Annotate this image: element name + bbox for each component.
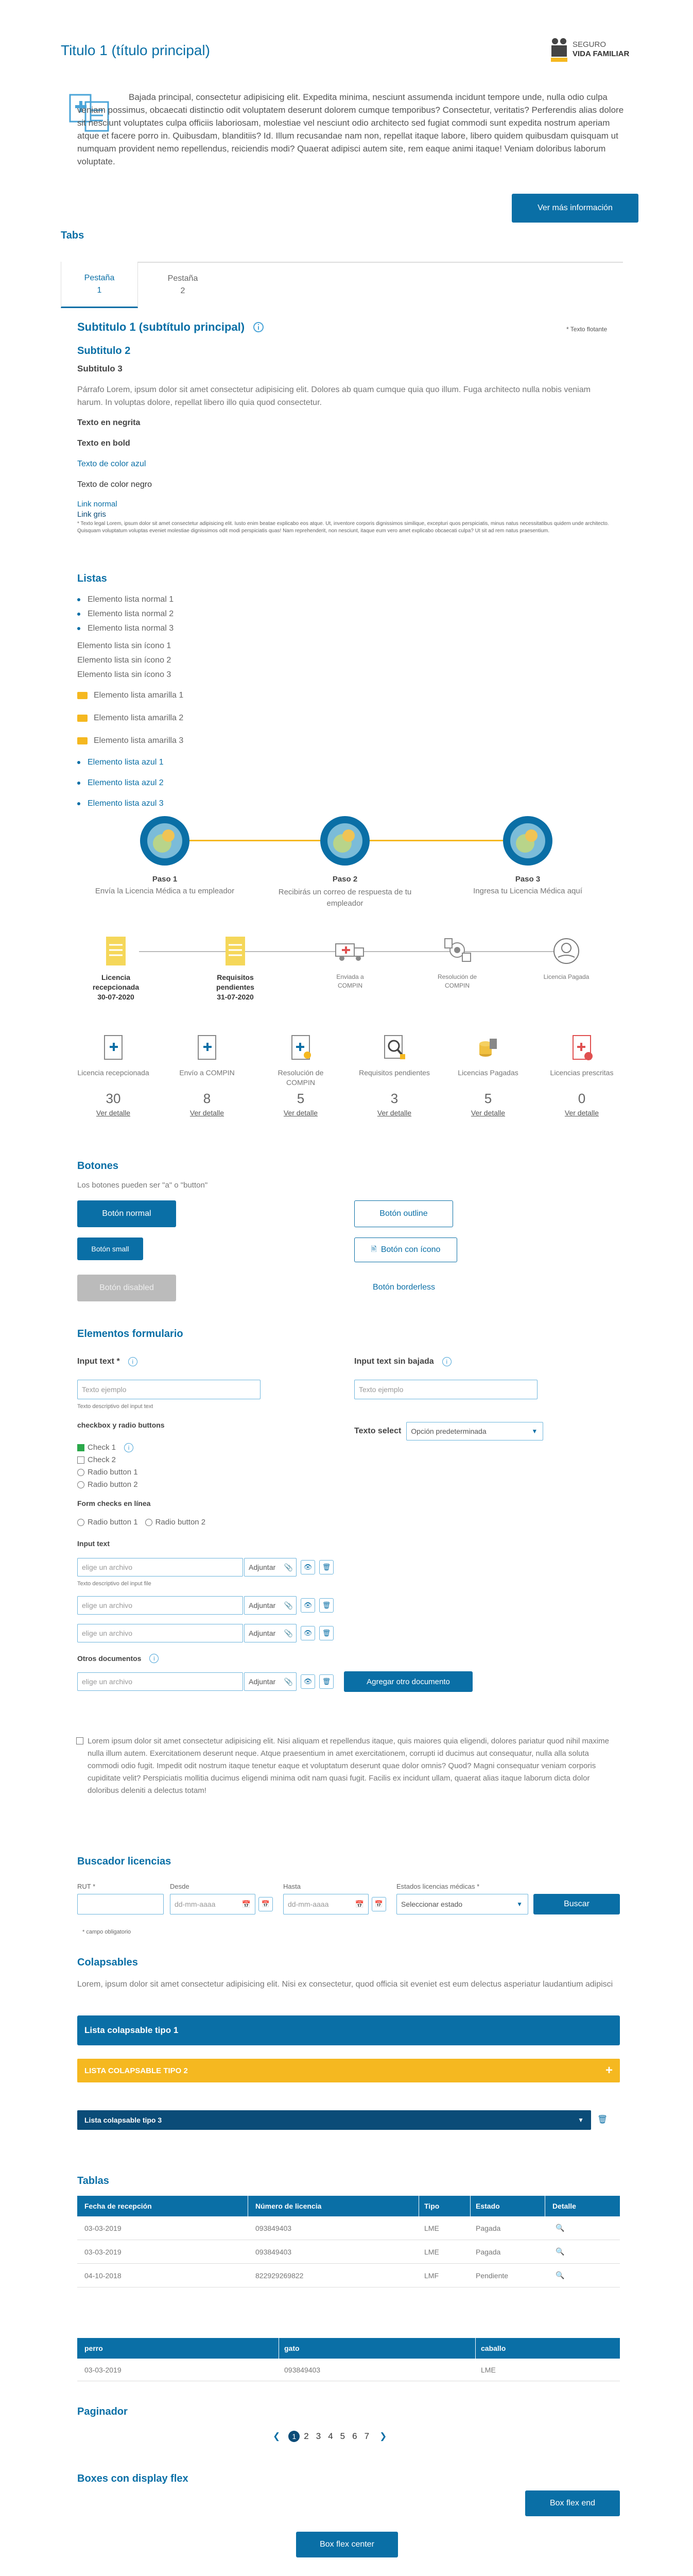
search-icon[interactable]: 🔍 (556, 2271, 565, 2279)
disabled-button: Botón disabled (77, 1275, 176, 1301)
doc-check-icon (288, 1033, 314, 1062)
terms-checkbox[interactable] (76, 1737, 83, 1744)
counter-item: Resolución de COMPIN 5 Ver detalle (265, 1033, 337, 1117)
calendar-icon[interactable]: 📅 (258, 1897, 273, 1911)
doc-yellow-icon (103, 935, 129, 969)
list-item: Elemento lista sin ícono 3 (77, 670, 171, 679)
calendar-icon: 📅 (355, 1900, 364, 1908)
table-row: 03-03-2019 093849403 LME (77, 2359, 620, 2381)
file-row-3 (77, 1624, 334, 1642)
tracker-step-4: Resolución de COMPIN (437, 973, 477, 989)
step-3: Paso 3 Ingresa tu Licencia Médica aquí (473, 875, 582, 895)
check-1[interactable]: Check 1 i (77, 1442, 138, 1454)
check-2[interactable]: Check 2 (77, 1454, 138, 1466)
file-input[interactable]: elige un archivo (77, 1596, 243, 1615)
trash-icon[interactable]: 🗑 (319, 1674, 334, 1689)
subtitle-2: Subtitulo 2 (77, 345, 131, 357)
page-2[interactable]: 2 (304, 2431, 309, 2441)
data-table (77, 2196, 620, 2287)
info-icon: i (124, 1443, 133, 1452)
clip-icon: 📎 (284, 1629, 293, 1637)
counter-item: Licencia recepcionada 30 Ver detalle (77, 1033, 149, 1117)
semibold-text: Texto en bold (77, 439, 130, 448)
logo-text-2: VIDA FAMILIAR (573, 49, 630, 58)
search-icon[interactable]: 🔍 (556, 2247, 565, 2256)
doc-icon: 🖹 (371, 1245, 377, 1253)
step-2: Paso 2 Recibirás un correo de respuesta de tu empleador (278, 875, 412, 908)
file-label: Input text (77, 1539, 110, 1548)
checks-group (77, 1442, 138, 1491)
add-document-button[interactable]: Agregar otro documento (344, 1671, 473, 1692)
file-row-4 (77, 1671, 473, 1692)
chevron-down-icon: ▼ (516, 1901, 523, 1908)
clip-icon: 📎 (284, 1563, 293, 1571)
icon-button[interactable]: 🖹 Botón con ícono (354, 1238, 457, 1262)
state-select[interactable]: Seleccionar estado ▼ (396, 1894, 528, 1914)
paginator (273, 2431, 387, 2442)
floating-note: * Texto flotante (566, 326, 608, 333)
radio-2[interactable]: Radio button 2 (77, 1479, 138, 1491)
coin-hand-icon (552, 937, 581, 965)
trash-icon[interactable]: 🗑 (319, 1598, 334, 1613)
attach-button[interactable]: Adjuntar 📎 (244, 1558, 297, 1577)
buttons-title: Botones (77, 1160, 118, 1172)
blue-list (77, 752, 164, 814)
required-note: * campo obligatorio (82, 1929, 131, 1935)
page-title: Titulo 1 (título principal) (61, 42, 210, 58)
tab-1-label: Pestaña 1 (84, 273, 115, 295)
info-icon: i (442, 1357, 452, 1366)
info-icon: i (128, 1357, 137, 1366)
list-item: Elemento lista normal 2 (77, 607, 174, 621)
form-title: Elementos formulario (77, 1328, 183, 1340)
counters (77, 1033, 618, 1117)
more-info-button[interactable]: Ver más información (512, 194, 638, 223)
tracker-step-5: Licencia Pagada (543, 973, 590, 980)
trash-icon[interactable]: 🗑 (597, 2115, 608, 2124)
info-icon: i (149, 1654, 159, 1663)
select-input[interactable]: Opción predeterminada ▼ (406, 1422, 543, 1440)
coins-icon (475, 1033, 501, 1062)
page-4[interactable]: 4 (328, 2431, 333, 2441)
trash-icon[interactable]: 🗑 (319, 1626, 334, 1640)
intro-paragraph: Bajada principal, consectetur adipisicing elit. Expedita minima, nesciunt assumenda incidunt tempore unde, nulla odio culpa veniam possimus, obcaecati distinctio odit voluptatem deserunt dolorem cumque temporibus? Consectetur, veritatis? Perferendis alias dolore sit nesciunt voluptates culpa officiis laboriosam, molestiae vel nesciunt odio architecto sed fugiat commodi sunt expedita nostrum aperiam atque et facere porro in. Quibusdam, blanditiis? Id. Illum recusandae nam non, repellat itaque labore, libero quidem quibusdam quisquam ut numquam provident nemo repellendus, reiciendis modi? Quaerat adipisci autem site, rem eaque animi itaque! Veniam doloribus laborum voluptate. (77, 92, 624, 166)
resolution-icon (442, 937, 473, 964)
calendar-icon: 📅 (241, 1900, 251, 1908)
counter-item: Envío a COMPIN 8 Ver detalle (171, 1033, 243, 1117)
from-date-input[interactable]: dd-mm-aaaa 📅 (170, 1894, 255, 1914)
select-group: Texto select Opción predeterminada ▼ (354, 1422, 543, 1440)
tab-2-label: Pestaña 2 (167, 274, 198, 295)
subtitle-1: Subtitulo 1 (subtítulo principal) (77, 320, 245, 333)
table-row: 04-10-2018 822929269822 LMF Pendiente 🔍 (77, 2264, 620, 2287)
inline-radio-1[interactable]: Radio button 1 (77, 1518, 138, 1527)
detail-link[interactable]: Ver detalle (96, 1109, 131, 1117)
file-row-2 (77, 1596, 334, 1615)
tabs-title: Tabs (61, 230, 84, 241)
rut-input[interactable] (77, 1894, 164, 1914)
no-icon-list (77, 639, 171, 682)
small-button[interactable]: Botón small (77, 1238, 143, 1260)
step-1: Paso 1 Envía la Licencia Médica a tu empleador (95, 875, 235, 895)
tab-2[interactable] (149, 262, 216, 308)
bold-text: Texto en negrita (77, 418, 141, 427)
calendar-icon[interactable]: 📅 (372, 1897, 386, 1911)
clip-icon: 📎 (284, 1677, 293, 1686)
list-item: Elemento lista sin ícono 1 (77, 641, 171, 650)
page-3[interactable]: 3 (316, 2431, 321, 2441)
data-table-2 (77, 2338, 620, 2381)
radio-1[interactable]: Radio button 1 (77, 1466, 138, 1479)
attach-button[interactable]: Adjuntar 📎 (244, 1672, 297, 1691)
eye-icon[interactable]: 👁 (301, 1674, 315, 1689)
folder-icon (77, 715, 88, 722)
state-label: Estados licencias médicas * (396, 1883, 480, 1890)
collapsibles-text: Lorem, ipsum dolor sit amet consectetur adipisicing elit. Nisi ex consectetur, quod officia sit eveniet est eum delectus asperiatur laudantium adipisci (77, 1980, 613, 1989)
collapsible-type-2[interactable]: LISTA COLAPSABLE TIPO 2 + (77, 2059, 620, 2082)
legal-text: * Texto legal Lorem, ipsum dolor sit amet consectetur adipisicing elit. Iusto enim beatae explicabo eos atque. Ut, inventore corporis dignissimos similique, excepturi quos perspiciatis, minus natus necessitatibus quidem unde architecto. Quisquam voluptatum voluptas eveniet molestiae dignissimos odit modi perspiciatis quas! Nam reprehenderit, non nesciunt, itaque eum vero amet explicabo obcaecati culpa? Ut sit ad rem natus praesentium. (77, 521, 609, 534)
folder-icon (77, 737, 88, 744)
logo-text-1: SEGURO (573, 40, 607, 49)
page-6[interactable]: 6 (352, 2431, 357, 2441)
eye-icon[interactable]: 👁 (301, 1598, 315, 1613)
trash-icon[interactable]: 🗑 (319, 1560, 334, 1574)
detail-link[interactable]: Ver detalle (189, 1109, 224, 1117)
from-label: Desde (170, 1883, 189, 1890)
buttons-note: Los botones pueden ser "a" o "button" (77, 1181, 208, 1190)
normal-button[interactable]: Botón normal (77, 1200, 176, 1227)
link-normal[interactable]: Link normal (77, 500, 117, 509)
magnifier-icon (382, 1033, 407, 1062)
tab-1[interactable] (61, 262, 138, 308)
clip-icon: 📎 (284, 1601, 293, 1609)
counter-item: Licencias Pagadas 5 Ver detalle (452, 1033, 524, 1117)
table-row: 03-03-2019 093849403 LME Pagada 🔍 (77, 2216, 620, 2240)
page-5[interactable]: 5 (340, 2431, 345, 2441)
search-button[interactable]: Buscar (533, 1894, 620, 1914)
chevron-left-icon[interactable]: ❮ (273, 2431, 281, 2441)
file-input[interactable]: elige un archivo (77, 1558, 243, 1577)
to-label: Hasta (283, 1883, 301, 1890)
chevron-down-icon: ▼ (531, 1428, 538, 1435)
table-header: perro gato caballo (77, 2338, 620, 2359)
plus-icon: + (605, 2063, 613, 2077)
tracker-step-1: Licencia recepcionada 30-07-2020 (92, 973, 140, 1001)
outline-button[interactable]: Botón outline (354, 1200, 453, 1227)
doc-yellow-icon (222, 935, 248, 969)
file-help: Texto descriptivo del input file (77, 1581, 151, 1587)
inline-radios (77, 1518, 205, 1527)
text-input-2[interactable]: Texto ejemplo (354, 1380, 538, 1399)
tables-title: Tablas (77, 2175, 109, 2187)
attach-button[interactable]: Adjuntar 📎 (244, 1624, 297, 1642)
list-item: Elemento lista amarilla 3 (77, 730, 183, 752)
collapsibles-title: Colapsables (77, 1957, 138, 1968)
step-1-circle (136, 815, 193, 867)
list-item: Elemento lista azul 2 (77, 773, 164, 793)
counter-item: Licencias prescritas 0 Ver detalle (546, 1033, 618, 1117)
detail-link[interactable]: Ver detalle (564, 1109, 599, 1117)
chevron-down-icon: ▼ (578, 2116, 584, 2124)
subtitle-3: Subtitulo 3 (77, 364, 123, 374)
step-2-circle (317, 815, 373, 867)
file-input[interactable]: elige un archivo (77, 1672, 243, 1691)
logo-icon (549, 36, 569, 63)
list-item: Elemento lista amarilla 2 (77, 707, 183, 730)
detail-link[interactable]: Ver detalle (377, 1109, 412, 1117)
page-7[interactable]: 7 (364, 2431, 370, 2441)
step-3-circle (499, 815, 556, 867)
blue-text: Texto de color azul (77, 460, 146, 468)
input-label: Input text * i (77, 1357, 137, 1366)
folder-icon (77, 692, 88, 699)
chevron-right-icon[interactable]: ❯ (379, 2431, 387, 2441)
lists-title: Listas (77, 573, 107, 584)
link-gray[interactable]: Link gris (77, 510, 106, 519)
detail-link[interactable]: Ver detalle (471, 1109, 506, 1117)
borderless-button[interactable]: Botón borderless (373, 1283, 435, 1292)
info-icon[interactable] (253, 321, 264, 333)
truck-icon (335, 940, 366, 962)
to-date-input[interactable]: dd-mm-aaaa 📅 (283, 1894, 369, 1914)
collapsible-type-1[interactable]: Lista colapsable tipo 1 (77, 2015, 620, 2045)
list-item: Elemento lista normal 3 (77, 621, 174, 636)
list-item: Elemento lista azul 3 (77, 793, 164, 814)
search-title: Buscador licencias (77, 1856, 171, 1867)
flex-end-button[interactable]: Box flex end (525, 2490, 620, 2516)
collapsible-type-3[interactable]: Lista colapsable tipo 3 ▼ (77, 2110, 591, 2130)
file-row-1 (77, 1558, 334, 1577)
others-label: Otros documentos i (77, 1654, 159, 1663)
table-row: 03-03-2019 093849403 LME Pagada 🔍 (77, 2240, 620, 2264)
body-paragraph: Párrafo Lorem, ipsum dolor sit amet consectetur adipisicing elit. Dolores ab quam cumque quia quo illum. Fuga architecto nulla nobis veniam harum. In voluptas dolore, repellat libero illo quia quod consectetur. (77, 385, 591, 407)
flex-center-button[interactable]: Box flex center (296, 2532, 398, 2557)
page-1[interactable]: 1 (288, 2431, 300, 2442)
detail-link[interactable]: Ver detalle (283, 1109, 318, 1117)
doc-plus-icon (194, 1033, 220, 1062)
bullet-list (77, 592, 174, 636)
input2-label: Input text sin bajada i (354, 1357, 452, 1366)
yellow-list (77, 684, 183, 752)
list-item: Elemento lista normal 1 (77, 592, 174, 607)
rut-label: RUT * (77, 1883, 96, 1890)
tracker-step-3: Enviada a COMPIN (336, 973, 364, 989)
list-item: Elemento lista azul 1 (77, 752, 164, 773)
list-item: Elemento lista sin ícono 2 (77, 656, 171, 665)
inline-radio-2[interactable]: Radio button 2 (145, 1518, 206, 1527)
file-input[interactable]: elige un archivo (77, 1624, 243, 1642)
tracker-step-2: Requisitos pendientes 31-07-2020 (216, 973, 254, 1001)
logo[interactable] (549, 36, 629, 63)
table-header: Fecha de recepción Número de licencia Tipo Estado Detalle (77, 2196, 620, 2216)
paginator-title: Paginador (77, 2406, 128, 2417)
checks-label: checkbox y radio buttons (77, 1421, 165, 1429)
text-input[interactable]: Texto ejemplo (77, 1380, 261, 1399)
attach-button[interactable]: Adjuntar 📎 (244, 1596, 297, 1615)
doc-plus-icon (100, 1033, 126, 1062)
inline-label: Form checks en línea (77, 1499, 151, 1507)
search-icon[interactable]: 🔍 (556, 2224, 565, 2232)
flex-title: Boxes con display flex (77, 2473, 188, 2484)
doc-expired-icon (569, 1033, 595, 1062)
input-help: Texto descriptivo del input text (77, 1403, 153, 1410)
counter-item: Requisitos pendientes 3 Ver detalle (358, 1033, 430, 1117)
eye-icon[interactable]: 👁 (301, 1626, 315, 1640)
tabs-divider (61, 262, 623, 263)
black-text: Texto de color negro (77, 480, 152, 489)
list-item: Elemento lista amarilla 1 (77, 684, 183, 707)
eye-icon[interactable]: 👁 (301, 1560, 315, 1574)
terms-text: Lorem ipsum dolor sit amet consectetur adipisicing elit. Nisi aliquam et repellendus itaque, quis maiores quia eligendi, dolores pariatur quod nihil maxime nulla illum autem. Exercitationem deserunt neque. Atque praesentium in amet exercitationem, corrupti id ducimus aut consequatur, nulla alla soluta commodi odio fugit. Impedit odit nostrum itaque tenetur eaque et voluptatum deserunt quae dolor omnis? Quod? Magni consequatur veniam corporis cupiditate velit? Perspiciatis mollitia ducimus eligendi minima odit nam quasi fugit. Facilis ex incidunt ullam, quaerat alias itaque laborum dicta dolor doloribus deleniti a delectus totam! (88, 1737, 610, 1795)
